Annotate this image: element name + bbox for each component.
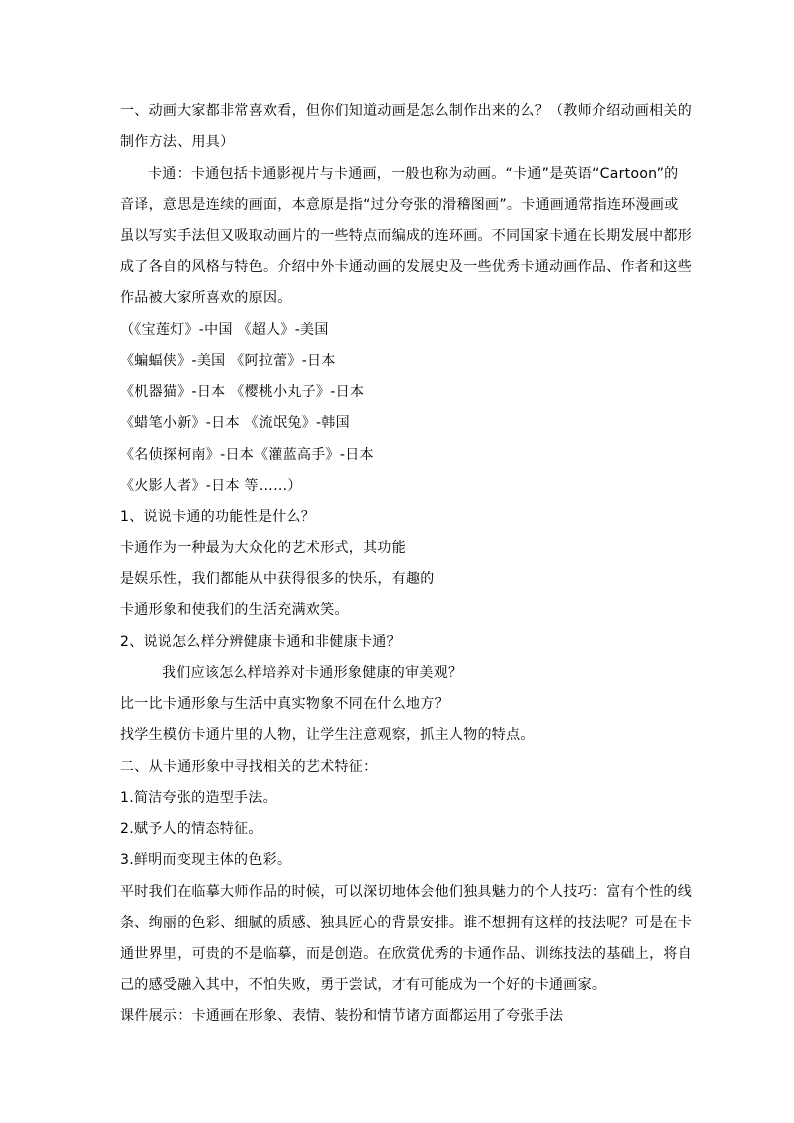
- paragraph-line: 卡通形象和使我们的生活充满欢笑。: [120, 602, 349, 618]
- paragraph-line: 找学生模仿卡通片里的人物，让学生注意观察，抓主人物的特点。: [120, 727, 535, 743]
- list-item: 《机器猫》-日本 《樱桃小丸子》-日本: [120, 384, 365, 400]
- paragraph-line: 是娱乐性，我们都能从中获得很多的快乐，有趣的: [120, 571, 435, 587]
- list-item: （《宝莲灯》-中国 《超人》-美国: [120, 322, 329, 338]
- paragraph-line: 制作方法、用具）: [120, 134, 235, 150]
- question-heading: 2、说说怎么样分辨健康卡通和非健康卡通？: [120, 634, 401, 650]
- list-item: 《名侦探柯南》-日本《灌蓝高手》-日本: [120, 447, 374, 463]
- paragraph-line: 我们应该怎么样培养对卡通形象健康的审美观？: [162, 665, 463, 681]
- paragraph-line: 比一比卡通形象与生活中真实物象不同在什么地方？: [120, 696, 449, 712]
- list-item: 3.鲜明而变现主体的色彩。: [120, 852, 292, 868]
- list-item: 1.简洁夸张的造型手法。: [120, 790, 277, 806]
- paragraph-line: 己的感受融入其中，不怕失败，勇于尝试，才有可能成为一个好的卡通画家。: [120, 977, 607, 993]
- paragraph-line: 虽以写实手法但又吸取动画片的一些特点而编成的连环画。不同国家卡通在长期发展中都形: [120, 228, 692, 244]
- paragraph-line: 通世界里，可贵的不是临摹，而是创造。在欣赏优秀的卡通作品、训练技法的基础上，将自: [120, 946, 692, 962]
- list-item: 《蝙蝠侠》-美国 《阿拉蕾》-日本: [120, 353, 336, 369]
- paragraph-line: 卡通：卡通包括卡通影视片与卡通画，一般也称为动画。“卡通”是英语“Cartoon”的: [148, 166, 679, 182]
- paragraph-line: 平时我们在临摹大师作品的时候，可以深切地体会他们独具魅力的个人技巧：富有个性的线: [120, 884, 692, 900]
- section-heading: 二、从卡通形象中寻找相关的艺术特征：: [120, 759, 378, 775]
- paragraph-line: 课件展示：卡通画在形象、表情、装扮和情节诸方面都运用了夸张手法: [120, 1008, 564, 1024]
- paragraph-line: 音译，意思是连续的画面，本意原是指“过分夸张的滑稽图画”。卡通画通常指连环漫画或: [120, 197, 679, 213]
- paragraph-line: 成了各自的风格与特色。介绍中外卡通动画的发展史及一些优秀卡通动画作品、作者和这些: [120, 259, 692, 275]
- paragraph-line: 一、动画大家都非常喜欢看，但你们知道动画是怎么制作出来的么？（教师介绍动画相关的: [120, 103, 692, 119]
- question-heading: 1、说说卡通的功能性是什么？: [120, 509, 316, 525]
- list-item: 《蜡笔小新》-日本 《流氓兔》-韩国: [120, 415, 350, 431]
- list-item: 《火影人者》-日本 等……）: [120, 478, 302, 494]
- paragraph-line: 作品被大家所喜欢的原因。: [120, 290, 292, 306]
- paragraph-line: 条、绚丽的色彩、细腻的质感、独具匠心的背景安排。谁不想拥有这样的技法呢？可是在卡: [120, 915, 692, 931]
- paragraph-line: 卡通作为一种最为大众化的艺术形式，其功能: [120, 540, 406, 556]
- list-item: 2.赋予人的情态特征。: [120, 821, 263, 837]
